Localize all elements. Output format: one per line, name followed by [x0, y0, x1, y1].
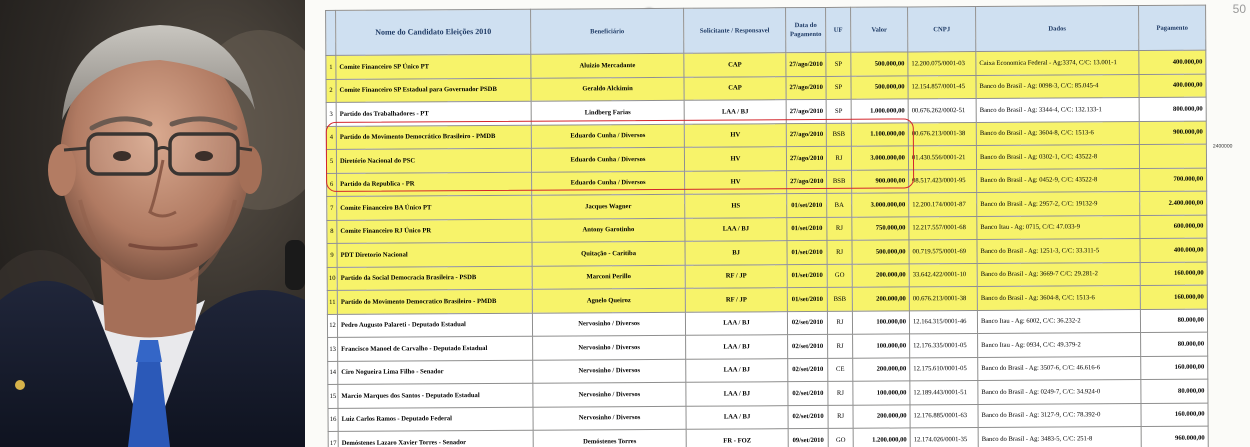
candidate-cell: Pedro Augusto Palareti - Deputado Estadual: [337, 313, 532, 338]
margin-note: 2400000: [1212, 143, 1233, 150]
value-cell: 1.000.000,00: [851, 99, 908, 123]
value-cell: 200.000,00: [852, 263, 909, 287]
bank-details-cell: Banco do Brasil - Ag: 1251-3, C/C: 33.311-5: [977, 239, 1140, 263]
cnpj-cell: 00.719.575/0001-69: [909, 240, 977, 264]
payment-cell: 2.400.000,00: [1140, 191, 1207, 215]
payment-date-cell: 27/ago/2010: [786, 123, 826, 147]
beneficiary-cell: Demóstenes Torres: [533, 429, 686, 447]
uf-cell: RJ: [827, 217, 852, 241]
payment-cell: 700.000,00: [1140, 168, 1207, 192]
row-number: 3: [326, 102, 336, 126]
beneficiary-cell: Nervosinho / Diversos: [533, 382, 686, 406]
requester-cell: LAA / BJ: [686, 358, 788, 382]
row-number: 15: [328, 384, 338, 408]
bank-details-cell: Banco Itau - Ag: 0934, C/C: 49.379-2: [978, 333, 1141, 357]
candidate-cell: Comite Financeiro SP Estadual para Governador PSDB: [336, 78, 531, 103]
payment-cell: 80.000,00: [1141, 379, 1208, 403]
uf-cell: RJ: [827, 240, 852, 264]
document-sheet: [325, 0, 1233, 447]
beneficiary-cell: Nervosinho / Diversos: [533, 359, 686, 383]
row-number: 1: [326, 55, 336, 79]
bank-details-cell: Banco do Brasil - Ag: 3669-7 C/C: 29.281-2: [977, 262, 1140, 286]
requester-cell: LAA / BJ: [686, 382, 788, 406]
candidate-cell: Partido da Social Democracia Brasileira - PSDB: [337, 266, 532, 291]
header-cnpj: CNPJ: [908, 7, 976, 52]
candidate-cell: Comite Financeiro RJ Único PR: [337, 219, 532, 244]
value-cell: 200.000,00: [853, 404, 910, 428]
beneficiary-cell: Lindberg Farias: [531, 100, 684, 124]
bank-details-cell: Banco do Brasil - Ag: 3127-9, C/C: 78.392-0: [978, 403, 1141, 427]
cnpj-cell: 12.176.335/0001-05: [910, 334, 978, 358]
row-number: 12: [327, 314, 337, 338]
value-cell: 3.000.000,00: [852, 193, 909, 217]
payment-date-cell: 01/set/2010: [787, 287, 827, 311]
uf-cell: RJ: [828, 405, 853, 429]
uf-cell: SP: [826, 52, 851, 76]
beneficiary-cell: Eduardo Cunha / Diversos: [531, 147, 684, 171]
header-uf: UF: [826, 7, 851, 52]
requester-cell: RF / JP: [685, 288, 787, 312]
payment-cell: 400.000,00: [1139, 74, 1206, 98]
payment-date-cell: 27/ago/2010: [787, 170, 827, 194]
payment-date-cell: 02/set/2010: [788, 334, 828, 358]
cnpj-cell: 08.517.423/0001-95: [909, 169, 977, 193]
payment-cell: 400.000,00: [1140, 238, 1207, 262]
requester-cell: CAP: [684, 76, 786, 100]
value-cell: 900.000,00: [852, 169, 909, 193]
beneficiary-cell: Eduardo Cunha / Diversos: [532, 171, 685, 195]
payment-date-cell: 01/set/2010: [787, 217, 827, 241]
requester-cell: HV: [684, 123, 786, 147]
uf-cell: CE: [828, 358, 853, 382]
row-number: 2: [326, 79, 336, 103]
bank-details-cell: Banco Itau - Ag: 6002, C/C: 36.232-2: [977, 309, 1140, 333]
header-number: [326, 10, 336, 55]
payments-table: [325, 5, 1209, 447]
candidate-cell: Marcio Marques dos Santos - Deputado Estadual: [338, 383, 533, 408]
header-requester: Solicitante / Responsavel: [684, 8, 786, 54]
uf-cell: BSB: [826, 123, 851, 147]
requester-cell: LAA / BJ: [686, 335, 788, 359]
bank-details-cell: Banco do Brasil - Ag: 2957-2, C/C: 19132-9: [977, 192, 1140, 216]
scanned-document: [305, 0, 1250, 447]
cnpj-cell: 00.676.262/0002-51: [908, 99, 976, 123]
cnpj-cell: 12.154.857/0001-45: [908, 75, 976, 99]
cnpj-cell: 01.430.556/0001-21: [908, 146, 976, 170]
beneficiary-cell: Jacques Wagner: [532, 194, 685, 218]
bank-details-cell: Banco do Brasil - Ag: 3604-8, C/C: 1513-6: [976, 121, 1139, 145]
candidate-cell: Partido da Republica - PR: [337, 172, 532, 197]
requester-cell: RF / JP: [685, 264, 787, 288]
bank-details-cell: Banco do Brasil - Ag: 3483-5, C/C: 251-8: [978, 427, 1141, 447]
uf-cell: BSB: [827, 287, 852, 311]
payment-cell: 160.000,00: [1140, 285, 1207, 309]
cnpj-cell: 12.217.557/0001-68: [909, 216, 977, 240]
header-bank-details: Dados: [976, 6, 1139, 52]
uf-cell: BA: [827, 193, 852, 217]
requester-cell: LAA / BJ: [686, 405, 788, 429]
value-cell: 100.000,00: [852, 310, 909, 334]
bank-details-cell: Banco do Brasil - Ag: 3344-4, C/C: 132.133-1: [976, 98, 1139, 122]
cnpj-cell: 12.200.075/0001-03: [908, 52, 976, 76]
payment-date-cell: 01/set/2010: [787, 240, 827, 264]
bank-details-cell: Banco do Brasil - Ag: 0302-1, C/C: 43522-8: [976, 145, 1139, 169]
uf-cell: RJ: [828, 334, 853, 358]
candidate-cell: Partido do Movimento Democrático Brasileiro - PMDB: [336, 125, 531, 150]
payment-date-cell: 02/set/2010: [787, 311, 827, 335]
table-header-row: [326, 5, 1206, 55]
cnpj-cell: 12.200.174/0001-87: [909, 193, 977, 217]
requester-cell: HV: [684, 147, 786, 171]
payment-cell: 600.000,00: [1140, 215, 1207, 239]
requester-cell: HS: [685, 194, 787, 218]
candidate-cell: Diretório Nacional do PSC: [336, 148, 531, 173]
candidate-cell: Luiz Carlos Ramos - Deputado Federal: [338, 407, 533, 432]
row-number: 14: [328, 361, 338, 385]
payment-cell: 900.000,00: [1139, 121, 1206, 145]
row-number: 6: [327, 173, 337, 197]
bank-details-cell: Banco do Brasil - Ag: 3604-8, C/C: 1513-6: [977, 286, 1140, 310]
payment-date-cell: 27/ago/2010: [786, 52, 826, 76]
payment-cell: 960.000,00: [1141, 426, 1208, 447]
bank-details-cell: Banco Itau - Ag: 0715, C/C: 47.033-9: [977, 215, 1140, 239]
value-cell: 1.100.000,00: [851, 122, 908, 146]
value-cell: 100.000,00: [853, 381, 910, 405]
header-candidate: Nome do Candidato Eleições 2010: [336, 9, 531, 55]
beneficiary-cell: Aluizio Mercadante: [531, 53, 684, 77]
value-cell: 100.000,00: [853, 334, 910, 358]
candidate-cell: Demóstenes Lazaro Xavier Torres - Senador: [338, 430, 533, 447]
bank-details-cell: Banco do Brasil - Ag: 0249-7, C/C: 34.924-0: [978, 380, 1141, 404]
payment-date-cell: 27/ago/2010: [786, 146, 826, 170]
header-value: Valor: [851, 7, 908, 52]
row-number: 11: [327, 290, 337, 314]
beneficiary-cell: Antony Garotinho: [532, 218, 685, 242]
uf-cell: RJ: [827, 311, 852, 335]
uf-cell: SP: [826, 76, 851, 100]
payment-date-cell: 27/ago/2010: [786, 99, 826, 123]
requester-cell: CAP: [684, 53, 786, 77]
payment-cell: 80.000,00: [1140, 309, 1207, 333]
value-cell: 500.000,00: [851, 75, 908, 99]
payment-cell: 800.000,00: [1139, 97, 1206, 121]
payment-cell: 160.000,00: [1141, 356, 1208, 380]
cnpj-cell: 12.174.026/0001-35: [910, 428, 978, 447]
requester-cell: LAA / BJ: [684, 100, 786, 124]
header-payment: Pagamento: [1139, 5, 1206, 50]
candidate-cell: Partido dos Trabalhadores - PT: [336, 101, 531, 126]
portrait-illustration: [0, 0, 305, 447]
value-cell: 1.200.000,00: [853, 428, 910, 447]
candidate-cell: Comite Financeiro BA Único PT: [337, 195, 532, 220]
bank-details-cell: Banco do Brasil - Ag: 3507-6, C/C: 46.616-6: [978, 356, 1141, 380]
candidate-cell: Partido do Movimento Democratico Brasileiro - PMDB: [337, 289, 532, 314]
payment-date-cell: 02/set/2010: [788, 381, 828, 405]
beneficiary-cell: Nervosinho / Diversos: [533, 335, 686, 359]
row-number: 10: [327, 267, 337, 291]
bank-details-cell: Caixa Economica Federal - Ag:3374, C/C: 13.001-1: [976, 51, 1139, 75]
beneficiary-cell: Geraldo Alckimin: [531, 77, 684, 101]
header-beneficiary: Beneficiário: [531, 8, 684, 54]
portrait-photo: [0, 0, 305, 447]
uf-cell: BSB: [827, 170, 852, 194]
beneficiary-cell: Nervosinho / Diversos: [533, 406, 686, 430]
value-cell: 500.000,00: [851, 52, 908, 76]
requester-cell: LAA / BJ: [685, 311, 787, 335]
candidate-cell: Francisco Manoel de Carvalho - Deputado Estadual: [338, 336, 533, 361]
payment-cell: 400.000,00: [1139, 50, 1206, 74]
bank-details-cell: Banco do Brasil - Ag: 0452-9, C/C: 43522-8: [977, 168, 1140, 192]
value-cell: 200.000,00: [853, 357, 910, 381]
row-number: 9: [327, 243, 337, 267]
payment-date-cell: 27/ago/2010: [786, 76, 826, 100]
candidate-cell: PDT Diretorio Nacional: [337, 242, 532, 267]
value-cell: 200.000,00: [852, 287, 909, 311]
uf-cell: RJ: [826, 146, 851, 170]
cnpj-cell: 12.164.315/0001-46: [909, 310, 977, 334]
bank-details-cell: Banco do Brasil - Ag: 0098-3, C/C: 85.045-4: [976, 74, 1139, 98]
uf-cell: GO: [828, 428, 853, 447]
row-number: 13: [328, 337, 338, 361]
beneficiary-cell: Quitação - Caritiba: [532, 241, 685, 265]
uf-cell: RJ: [828, 381, 853, 405]
cnpj-cell: 12.176.885/0001-63: [910, 404, 978, 428]
payment-cell: [1139, 144, 1206, 168]
row-number: 8: [327, 220, 337, 244]
cnpj-cell: 00.676.213/0001-38: [908, 122, 976, 146]
value-cell: 500.000,00: [852, 240, 909, 264]
row-number: 5: [326, 149, 336, 173]
cnpj-cell: 33.642.422/0001-10: [909, 263, 977, 287]
payment-date-cell: 09/set/2010: [788, 428, 828, 447]
beneficiary-cell: Marconi Perillo: [532, 265, 685, 289]
row-number: 16: [328, 408, 338, 432]
row-number: 17: [328, 431, 338, 447]
payment-date-cell: 02/set/2010: [788, 405, 828, 429]
requester-cell: HV: [685, 170, 787, 194]
requester-cell: LAA / BJ: [685, 217, 787, 241]
candidate-cell: Comite Financeiro SP Único PT: [336, 54, 531, 79]
uf-cell: GO: [827, 264, 852, 288]
page-marker: 50: [1232, 2, 1246, 16]
candidate-cell: Ciro Nogueira Lima Filho - Senador: [338, 360, 533, 385]
payment-date-cell: 01/set/2010: [787, 193, 827, 217]
header-payment-date: Data do Pagamento: [786, 7, 826, 52]
value-cell: 3.000.000,00: [851, 146, 908, 170]
payment-cell: 80.000,00: [1141, 332, 1208, 356]
payment-date-cell: 02/set/2010: [788, 358, 828, 382]
beneficiary-cell: Eduardo Cunha / Diversos: [531, 124, 684, 148]
payment-cell: 160.000,00: [1140, 262, 1207, 286]
row-number: 7: [327, 196, 337, 220]
requester-cell: FR - FOZ: [686, 429, 788, 447]
payment-date-cell: 01/set/2010: [787, 264, 827, 288]
beneficiary-cell: Nervosinho / Diversos: [532, 312, 685, 336]
row-number: 4: [326, 126, 336, 150]
uf-cell: SP: [826, 99, 851, 123]
cnpj-cell: 00.676.213/0001-38: [909, 287, 977, 311]
beneficiary-cell: Agnelo Queiroz: [532, 288, 685, 312]
cnpj-cell: 12.189.443/0001-51: [910, 381, 978, 405]
value-cell: 750.000,00: [852, 216, 909, 240]
requester-cell: BJ: [685, 241, 787, 265]
payment-cell: 160.000,00: [1141, 403, 1208, 427]
cnpj-cell: 12.175.610/0001-05: [910, 357, 978, 381]
